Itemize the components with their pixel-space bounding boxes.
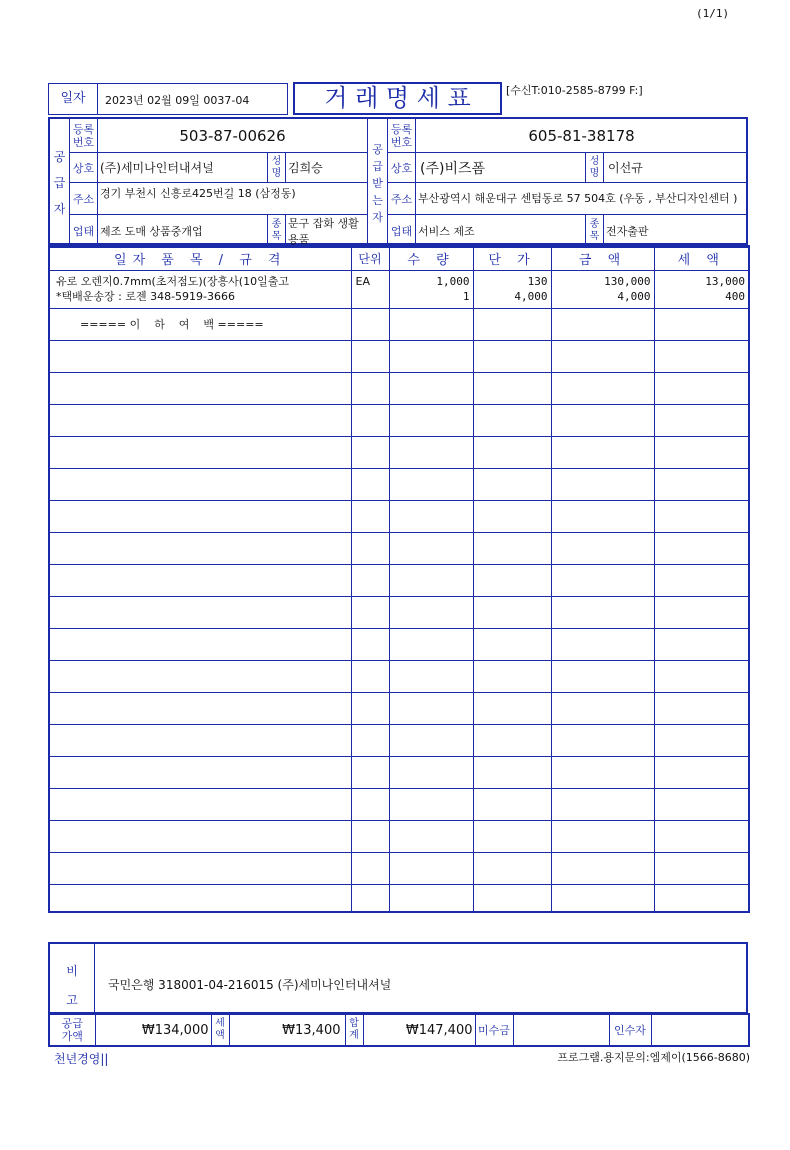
item-qtys: 1,000 1 (389, 270, 473, 308)
supplier-type-label: 종 목 (268, 215, 286, 248)
receiver-rep: 이선규 (604, 153, 748, 183)
item-prices: 130 4,000 (473, 270, 551, 308)
date-value: 2023년 02월 09일 0037-04 (105, 94, 250, 107)
supply-label: 공급 가액 (49, 1014, 95, 1046)
item-amounts: 130,000 4,000 (551, 270, 654, 308)
tax-label: 세 액 (211, 1014, 229, 1046)
receiver-sign-label: 인수자 (609, 1014, 651, 1046)
date-label: 일자 (49, 84, 98, 114)
receiver-reg-label: 등록 번호 (388, 119, 416, 153)
party-table (49, 118, 748, 248)
item-names: 유로 오렌지0.7mm(초저점도)(장흥사(10일출고 *택배운송장 : 로젠 348-5919-3666 (49, 270, 351, 308)
supply-value: ₩134,000 (95, 1014, 211, 1046)
footer-right: 프로그램.용지문의:엠제이(1566-8680) (557, 1051, 750, 1064)
supplier-reg-label: 등록 번호 (70, 119, 98, 153)
col-unit: 단위 (351, 246, 389, 270)
supplier-addr-label: 주소 (70, 183, 98, 215)
receiver-addr: 부산광역시 해운대구 센텀동로 57 504호 (우동 , 부산디자인센터 ) (416, 183, 748, 215)
supplier-rep-label: 성명 (268, 153, 286, 183)
supplier-rep: 김희승 (286, 153, 368, 183)
receiver-addr-label: 주소 (388, 183, 416, 215)
remarks-label: 비 고 (50, 944, 95, 1012)
col-price: 단 가 (473, 246, 551, 270)
remarks-text: 국민은행 318001-04-216015 (주)세미나인터내셔널 (108, 978, 392, 992)
page-indicator: (1/1) (696, 7, 730, 20)
col-date-item: 일자 품 목 / 규 격 (49, 246, 351, 270)
receiver-type: 전자출판 (604, 215, 748, 248)
supplier-biz-label: 업태 (70, 215, 98, 248)
supplier-side-label: 공 급 자 (50, 119, 70, 248)
receiver-biz-label: 업태 (388, 215, 416, 248)
receiver-name-label: 상호 (388, 153, 416, 183)
supplier-biz: 제조 도매 상품중개업 (98, 215, 268, 248)
col-amount: 금 액 (551, 246, 654, 270)
below-note: ===== 이 하 여 백 ===== (49, 308, 351, 340)
receiver-rep-label: 성명 (586, 153, 604, 183)
receiver-side-label: 공 급 받 는 자 (368, 119, 388, 248)
total-value: ₩147,400 (363, 1014, 475, 1046)
col-qty: 수 량 (389, 246, 473, 270)
item-taxes: 13,000 400 (654, 270, 749, 308)
supplier-addr: 경기 부천시 신흥로425번길 18 (삼정동) (98, 183, 368, 215)
unpaid-value (513, 1014, 609, 1046)
total-label: 합 계 (345, 1014, 363, 1046)
supplier-name-label: 상호 (70, 153, 98, 183)
unpaid-label: 미수금 (475, 1014, 513, 1046)
title-box (293, 82, 502, 115)
document-title: 거 래 명 세 표 (324, 84, 471, 112)
footer-left: 천년경영|| (54, 1052, 109, 1066)
receiver-name: (주)비즈폼 (416, 153, 586, 183)
supplier-type: 문구 잡화 생활용품 (286, 215, 368, 248)
tax-value: ₩13,400 (229, 1014, 345, 1046)
receiver-type-label: 종 목 (586, 215, 604, 248)
receiver-note: [수신T:010-2585-8799 F:] (506, 84, 643, 97)
supplier-reg-no: 503-87-00626 (98, 119, 368, 153)
col-tax: 세 액 (654, 246, 749, 270)
totals-table (48, 1013, 750, 1047)
table-row (49, 308, 749, 340)
date-box (48, 83, 288, 115)
remarks-box (48, 942, 748, 1014)
receiver-reg-no: 605-81-38178 (416, 119, 748, 153)
table-row (49, 270, 749, 308)
receiver-biz: 서비스 제조 (416, 215, 586, 248)
supplier-name: (주)세미나인터내셔널 (98, 153, 268, 183)
receiver-sign-value (651, 1014, 749, 1046)
items-header-row (49, 246, 749, 270)
item-units: EA (351, 270, 389, 308)
items-table (48, 245, 750, 913)
